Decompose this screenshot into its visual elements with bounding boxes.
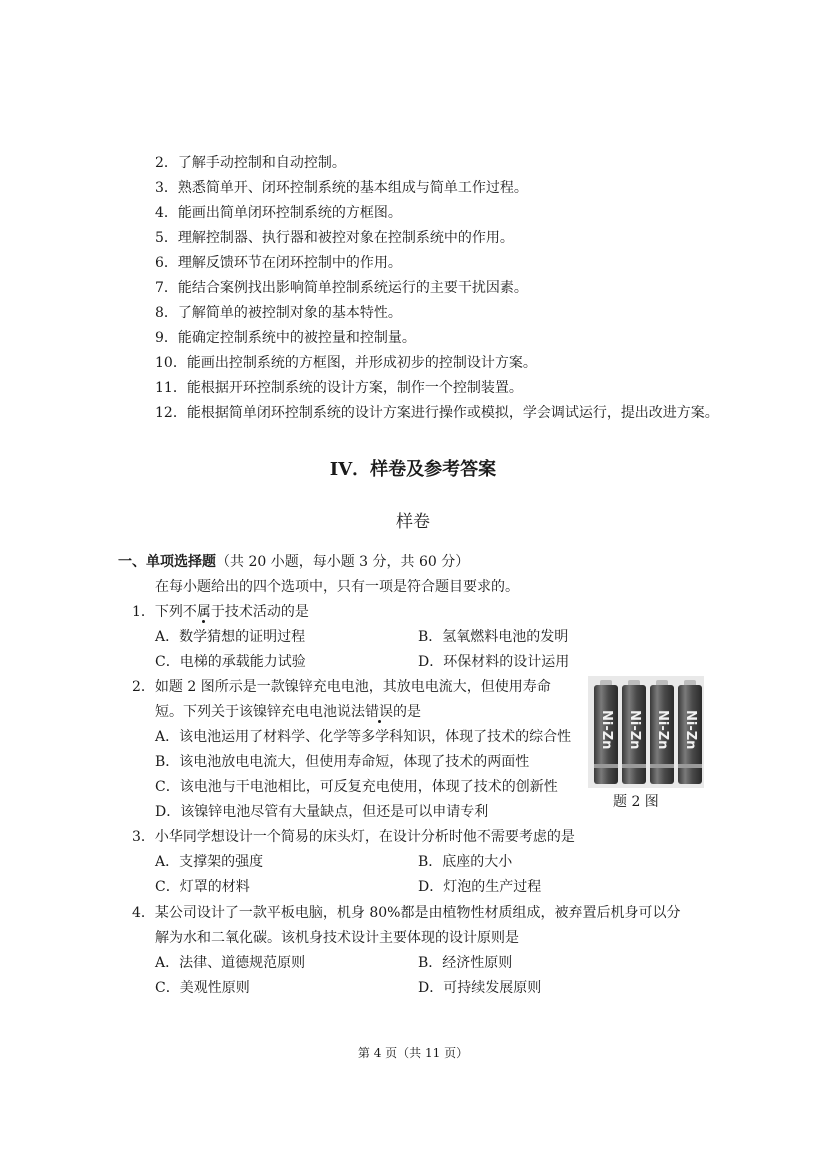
requirement-item: 12．能根据简单闭环控制系统的设计方案进行操作或模拟，学会调试运行，提出改进方案。 — [155, 405, 719, 421]
option-a: A．数学猜想的证明过程 — [155, 629, 306, 645]
requirement-item: 10．能画出控制系统的方框图，并形成初步的控制设计方案。 — [155, 355, 537, 371]
battery-image: Ni-Zn — [678, 680, 702, 784]
option-c: C．美观性原则 — [155, 980, 250, 996]
requirement-item: 5．理解控制器、执行器和被控对象在控制系统中的作用。 — [155, 230, 514, 246]
section-header — [118, 552, 469, 572]
option-d: D．环保材料的设计运用 — [418, 654, 570, 670]
option-c: C．该电池与干电池相比，可反复充电使用，体现了技术的创新性 — [155, 779, 558, 795]
battery-image: Ni-Zn — [650, 680, 674, 784]
question-2-stem: 2．如题 2 图所示是一款镍锌充电电池，其放电电流大，但使用寿命 — [132, 679, 551, 695]
option-b: B．经济性原则 — [418, 955, 513, 971]
option-a: A．支撑架的强度 — [155, 854, 264, 870]
requirement-item: 6．理解反馈环节在闭环控制中的作用。 — [155, 255, 402, 271]
option-b: B．氢氧燃料电池的发明 — [418, 629, 569, 645]
option-a: A．法律、道德规范原则 — [155, 955, 306, 971]
requirement-item: 2．了解手动控制和自动控制。 — [155, 155, 346, 171]
emphasis-text: 不属于 — [182, 604, 225, 620]
requirement-item: 3．熟悉简单开、闭环控制系统的基本组成与简单工作过程。 — [155, 180, 528, 196]
figure-caption: 题 2 图 — [613, 794, 659, 810]
page-footer: 第 4 页（共 11 页） — [357, 1046, 469, 1060]
requirement-item: 9．能确定控制系统中的被控量和控制量。 — [155, 330, 416, 346]
question-3-stem: 3．小华同学想设计一个简易的床头灯，在设计分析时他不需要考虑的是 — [132, 829, 575, 845]
option-d: D．灯泡的生产过程 — [418, 879, 542, 895]
option-c: C．电梯的承载能力试验 — [155, 654, 306, 670]
option-d: D．可持续发展原则 — [418, 980, 542, 996]
question-4-stem: 4．某公司设计了一款平板电脑，机身 80%都是由植物性材质组成，被弃置后机身可以分 — [132, 905, 681, 921]
option-c: C．灯罩的材料 — [155, 879, 250, 895]
section-info: （共 20 小题，每小题 3 分，共 60 分） — [216, 554, 470, 570]
option-a: A．该电池运用了材料学、化学等多学科知识，体现了技术的综合性 — [155, 729, 572, 745]
battery-figure — [588, 676, 704, 788]
battery-image: Ni-Zn — [594, 680, 618, 784]
question-2-stem-cont: 短。下列关于该镍锌充电电池说法错误的是 — [155, 704, 421, 720]
requirement-item: 11．能根据开环控制系统的设计方案，制作一个控制装置。 — [155, 380, 523, 396]
requirement-item: 8．了解简单的被控制对象的基本特性。 — [155, 305, 402, 321]
option-b: B．底座的大小 — [418, 854, 513, 870]
question-4-stem-cont: 解为水和二氧化碳。该机身技术设计主要体现的设计原则是 — [155, 930, 519, 946]
question-1-stem: 1．下列不属于技术活动的是 — [132, 604, 309, 620]
section-label: 一、单项选择题 — [118, 554, 216, 570]
emphasis-text: 错误 — [365, 704, 393, 720]
option-b: B．该电池放电电流大，但使用寿命短，体现了技术的两面性 — [155, 754, 530, 770]
sample-title: 样卷 — [396, 512, 430, 532]
option-d: D．该镍锌电池尽管有大量缺点，但还是可以申请专利 — [155, 804, 489, 820]
section-instruction: 在每小题给出的四个选项中，只有一项是符合题目要求的。 — [155, 579, 519, 595]
part-title: IV．样卷及参考答案 — [329, 459, 497, 480]
requirement-item: 7．能结合案例找出影响简单控制系统运行的主要干扰因素。 — [155, 280, 528, 296]
battery-image: Ni-Zn — [622, 680, 646, 784]
requirement-item: 4．能画出简单闭环控制系统的方框图。 — [155, 205, 402, 221]
